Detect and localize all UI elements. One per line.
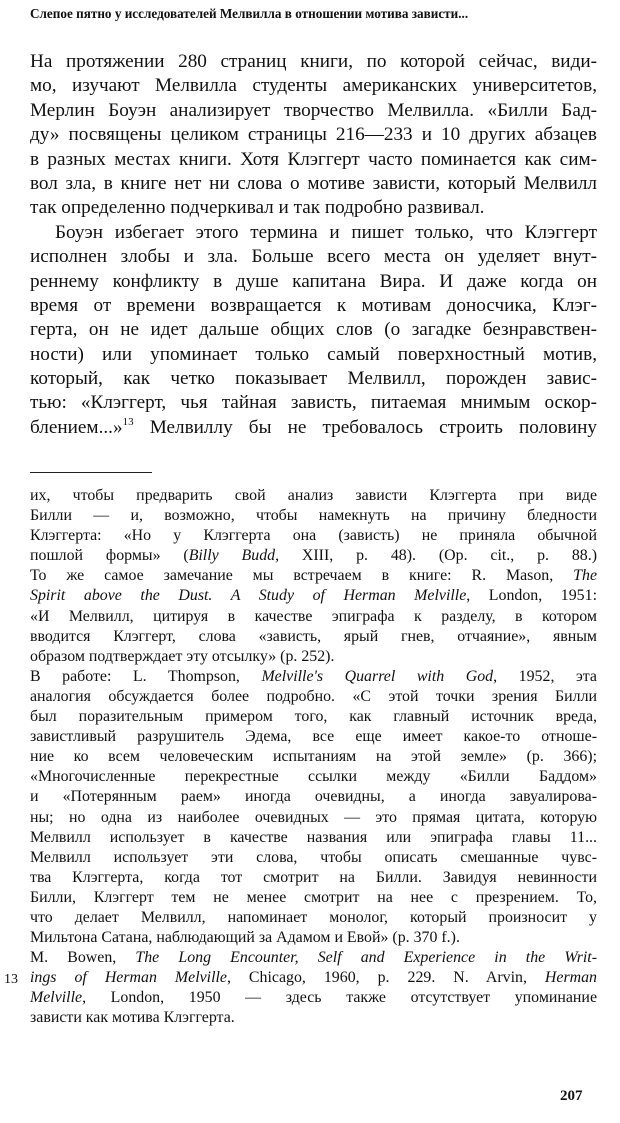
note-line xyxy=(30,988,597,1008)
running-head: Слепое пятно у исследователей Мелвилла в отношении мотива зависти... xyxy=(30,6,469,21)
note-text: , Chicago, 1960, p. 229. N. Arvin, xyxy=(226,969,545,987)
note-text: В работе: L. Thompson, xyxy=(30,667,262,685)
note-title: Melville's Quarrel with God xyxy=(261,667,494,685)
note-line: ние ко всем человеческим испытаниям на этой земле» (p. 366); xyxy=(30,748,597,766)
note-text: , London, 1950 — здесь также отсутствует упоминание xyxy=(82,989,597,1007)
note-title: The xyxy=(573,567,597,585)
main-line: Боуэн избегает этого термина и пишет только, что Клэггерт xyxy=(55,221,597,243)
note-title: Spirit above the Dust. A Study of Herman Melville xyxy=(30,587,467,605)
note-line: был поразительным примером того, как главный источник вреда, xyxy=(30,708,597,726)
main-line: который, как четко показывает Мелвилл, порожден завис- xyxy=(30,368,597,390)
main-line: герта, он не идет дальше общих слов (о загадке безнравствен- xyxy=(30,319,597,341)
note-line: Мильтона Сатана, наблюдающий за Адамом и Евой» (p. 370 f.). xyxy=(30,929,460,947)
footnotes xyxy=(30,486,597,1029)
note-line: и «Потерянным раем» иногда очевидны, а иногда завуалирова- xyxy=(30,788,597,806)
note-line: вводится Клэггерт, слова «зависть, ярый гнев, отчаяние», явным xyxy=(30,627,597,645)
note-line xyxy=(30,566,597,586)
note-line: их, чтобы предварить свой анализ зависти Клэггерта при виде xyxy=(30,487,597,504)
main-line: мо, изучают Мелвилла студенты американских университетов, xyxy=(30,75,597,97)
note-line: зависти как мотива Клэггерта. xyxy=(30,1009,235,1027)
note-text: , XIII, p. 48). (Op. cit., p. 88.) xyxy=(275,547,597,565)
note-line: Билли, Клэггерт тем не менее смотрит на нее с презрением. То, xyxy=(30,888,597,906)
main-line: ду» посвящены целиком страницы 216—233 и 10 других абзацев xyxy=(30,124,597,146)
note-line xyxy=(30,667,597,687)
main-line xyxy=(30,416,597,440)
note-title: Herman xyxy=(544,969,598,987)
page-number: 207 xyxy=(560,1088,583,1104)
note-title: ings of Herman Melville xyxy=(30,969,227,987)
note-line: Мелвилл использует в качестве названия или эпиграфа главы 11... xyxy=(30,828,597,846)
main-line-text: блением...» xyxy=(30,416,123,438)
note-line: Клэггерта: «Но у Клэггерта она (зависть) не приняла обычной xyxy=(30,527,597,545)
note-line: что делает Мелвилл, напоминает монолог, который произносит у xyxy=(30,908,597,926)
main-line: в разных местах книги. Хотя Клэггерт часто поминается как сим- xyxy=(30,148,597,170)
note-line: Мелвилл использует эти слова, чтобы описать смешанные чувс- xyxy=(30,848,597,866)
note-text: , London, 1951: xyxy=(466,587,597,605)
note-line: завистливый разрушитель Эдема, все еще имеет какое-то отноше- xyxy=(30,728,597,746)
main-line: время от времени возвращается к мотивам доносчика, Клэг- xyxy=(30,294,597,316)
main-line: На протяжении 280 страниц книги, по которой сейчас, види- xyxy=(30,51,597,72)
note-text: , 1952, эта xyxy=(493,667,597,685)
main-line: исполнен злобы и зла. Больше всего места он уделяет внут- xyxy=(30,246,597,268)
note-line xyxy=(30,948,597,968)
note-line xyxy=(30,546,597,566)
note-text: То же самое замечание мы встречаем в книге: R. Mason, xyxy=(30,567,574,585)
note-title: Billy Budd xyxy=(188,547,276,565)
note-text: M. Bowen, xyxy=(30,949,136,967)
note-line: «И Мелвилл, цитируя в качестве эпиграфа к разделу, в котором xyxy=(30,607,597,625)
note-line xyxy=(30,968,597,988)
note-line: образом подтверждает эту отсылку» (p. 252). xyxy=(30,647,335,665)
footnote-number: 13 xyxy=(4,972,18,987)
main-line: реннему конфликту в душе капитана Вира. И даже когда он xyxy=(30,270,597,292)
note-line xyxy=(30,586,597,606)
note-title: Melville xyxy=(30,989,83,1007)
main-line: Мерлин Боуэн анализирует творчество Мелвилла. «Билли Бад- xyxy=(30,99,597,121)
main-line: тью: «Клэггерт, чья тайная зависть, питаемая мнимым оскор- xyxy=(30,392,597,414)
main-text xyxy=(30,50,597,440)
note-line: аналогия обсуждается более подробно. «С этой точки зрения Билли xyxy=(30,687,597,705)
note-line: ны; но одна из наиболее очевидных — это прямая цитата, которую xyxy=(30,808,597,826)
note-title: The Long Encounter, Self and Experience in the Writ- xyxy=(135,949,597,967)
note-line: тва Клэггерта, когда тот смотрит на Билли. Завидуя невинности xyxy=(30,868,597,886)
note-line: Билли — и, возможно, чтобы намекнуть на причину бледности xyxy=(30,507,597,525)
main-line: вол зла, в книге нет ни слова о мотиве зависти, который Мелвилл xyxy=(30,172,597,194)
main-line: так определенно подчеркивал и так подробно развивал. xyxy=(30,197,485,219)
footnote-divider xyxy=(30,472,152,473)
main-line-text: Мелвиллу бы не требовалось строить половину xyxy=(133,416,597,438)
note-text: пошлой формы» ( xyxy=(30,547,189,565)
footnote-ref: 13 xyxy=(122,415,134,428)
note-line: «Многочисленные перекрестные ссылки между «Билли Баддом» xyxy=(30,768,597,786)
main-line: ности) или упоминает только самый поверхностный мотив, xyxy=(30,343,597,365)
